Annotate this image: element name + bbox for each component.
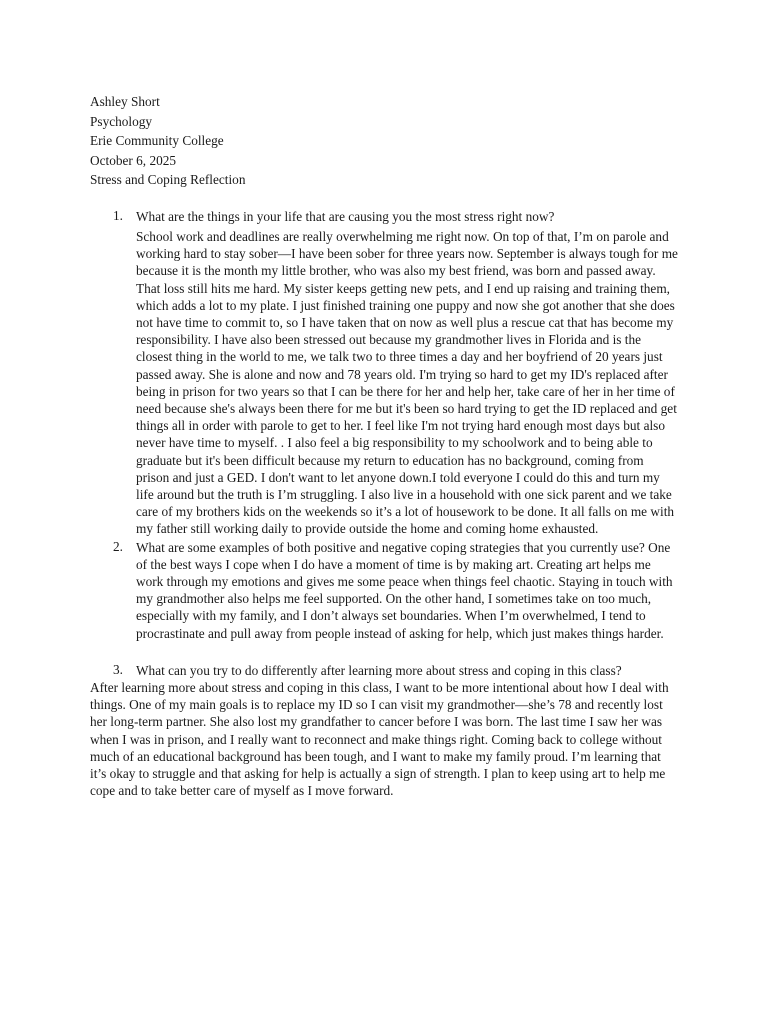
document-page (90, 92, 680, 799)
list-number: 2. (113, 538, 123, 554)
question-answer-text: What are some examples of both positive and negative coping strategies that you currently use? One of the best ways I cope when I do have a moment of time is by making art. Creating art helps me work through my emotions and gives me some peace when things feel chaotic. Staying in touch with my grandmother also helps me feel supported. On the other hand, I sometimes take on too much, especially with my family, and I don’t always set boundaries. When I’m overwhelmed, I tend to procrastinate and pull away from people instead of asking for help, which just makes things harder. (136, 539, 673, 641)
question-text: What are the things in your life that are causing you the most stress right now? (136, 208, 555, 224)
author-name: Ashley Short (90, 94, 160, 109)
list-number: 3. (113, 661, 123, 677)
answer-text: School work and deadlines are really overwhelming me right now. On top of that, I’m on parole and working hard to stay sober—I have been sober for three years now. September is always tough for me because it is the month my little brother, who was also my best friend, was born and passed away. That loss still hits me hard. My sister keeps getting new pets, and I end up raising and training them, which adds a lot to my plate. I just finished training one puppy and now she got another that she does not have time to commit to, so I have taken that on now as well plus a rescue cat that has become my responsibility. I have also been stressed out because my grandmother lives in Florida and is the closest thing in the world to me, we talk two to three times a day and her boyfriend of 20 years just passed away. She is alone and now and 78 years old. I'm trying so hard to get my ID's replaced after being in prison for two years so that I can be there for her and help her, take care of her in her time of need because she's always been there for me but it's been so hard trying to get the ID replaced and get things all in order with parole to get to her. I feel like I'm not trying hard enough most days but also never have time to myself. . I also feel a big responsibility to my schoolwork and to being able to graduate but it's been difficult because my return to education has no background, coming from prison and just a GED. I don't want to let anyone down.I told everyone I could do this and turn my life around but the truth is I’m struggling. I also live in a household with one sick parent and we take care of my brothers kids on the weekends so it’s a lot of housework to be done. It all falls on me with my father still working daily to provide outside the home and coming home exhausted. (136, 228, 678, 537)
answer-text: After learning more about stress and coping in this class, I want to be more intentional about how I deal with things. One of my main goals is to replace my ID so I can visit my grandmother—she’s 78 and recently lost her long-term partner. She also lost my grandfather to cancer before I was born. The last time I saw her was when I was in prison, and I really want to reconnect and make things right. Coming back to college without much of an educational background has been tough, and I want to make my family proud. I’m learning that it’s okay to struggle and that asking for help is actually a sign of strength. I plan to keep using art to help me cope and to take better care of myself as I move forward. (90, 680, 669, 799)
school-name: Erie Community College (90, 133, 224, 149)
question-text: What can you try to do differently after learning more about stress and coping in this class? (136, 662, 622, 678)
question-list (90, 208, 680, 679)
document-date: October 6, 2025 (90, 152, 177, 168)
document-header (90, 92, 680, 190)
list-item (90, 662, 680, 679)
course-name: Psychology (90, 113, 153, 129)
document-title: Stress and Coping Reflection (90, 172, 246, 188)
list-number: 1. (113, 207, 123, 223)
list-item (90, 539, 680, 642)
list-item (90, 208, 680, 538)
